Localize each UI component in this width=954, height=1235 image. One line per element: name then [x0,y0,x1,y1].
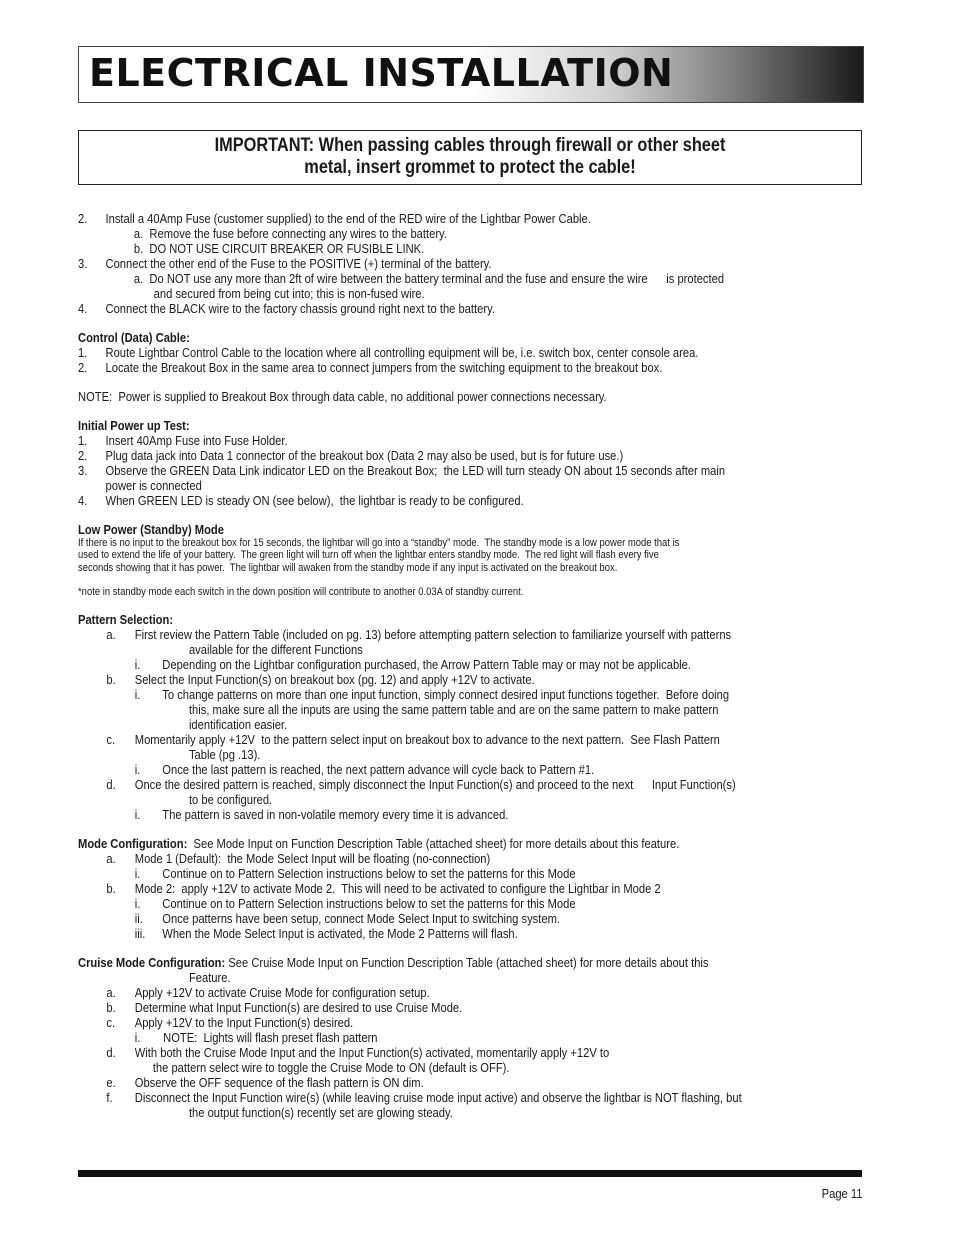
spacer [78,508,869,522]
list-text: Connect the other end of the Fuse to the POSITIVE (+) terminal of the battery. [105,256,492,271]
list-marker: d. [106,1045,116,1061]
list-text: Disconnect the Input Function wire(s) (while leaving cruise mode input active) and observe the lightbar is NOT flashing, but [134,1090,742,1106]
list-text: Apply +12V to activate Cruise Mode for configuration setup. [134,985,430,1001]
list-item [78,687,869,702]
list-number: 3. [78,256,88,271]
list-text: Insert 40Amp Fuse into Fuse Holder. [105,433,288,448]
spacer [78,941,869,955]
list-item [78,672,869,687]
list-text: NOTE: Lights will flash preset flash pattern [163,1030,378,1046]
section-intro [78,836,869,851]
list-item [78,301,869,316]
list-item [78,896,869,911]
list-text: Mode 1 (Default): the Mode Select Input will be floating (no-connection) [134,851,491,867]
list-continuation: power is connected [105,478,202,493]
list-number: 2. [78,211,88,226]
list-text: Momentarily apply +12V to the pattern select input on breakout box to advance to the next pattern. See Flash Pattern [134,732,720,748]
list-item [78,732,869,747]
list-marker: a. [106,851,116,867]
list-text: Observe the GREEN Data Link indicator LED on the Breakout Box; the LED will turn steady ON about 15 seconds after main [105,463,726,478]
list-marker: i. [134,896,141,912]
section-intro [78,955,869,970]
section-heading: Initial Power up Test: [78,418,190,433]
footer-rule [78,1170,862,1177]
list-text: With both the Cruise Mode Input and the Input Function(s) activated, momentarily apply +12V to [134,1045,610,1061]
list-marker: i. [134,1030,141,1046]
list-text: Once the last pattern is reached, the next pattern advance will cycle back to Pattern #1. [162,762,595,778]
section-heading: Pattern Selection: [78,612,174,628]
list-marker: ii. [134,911,143,927]
page-title: ELECTRICAL INSTALLATION [89,51,674,95]
list-marker: i. [134,687,141,703]
list-item [78,881,869,896]
list-text: Connect the BLACK wire to the factory chassis ground right next to the battery. [105,301,495,316]
section-intro-text: See Mode Input on Function Description Table (attached sheet) for more details about this feature. [187,836,680,852]
section-heading: Mode Configuration: [78,836,188,852]
list-item [78,777,869,792]
list-item [78,211,869,226]
list-item [78,926,869,941]
section-heading: Control (Data) Cable: [78,330,190,345]
spacer [78,316,869,330]
list-text: Continue on to Pattern Selection instructions below to set the patterns for this Mode [162,866,576,882]
important-notice-box [78,130,862,185]
list-text: Determine what Input Function(s) are desired to use Cruise Mode. [134,1000,463,1016]
list-item [78,627,869,642]
section-heading: Low Power (Standby) Mode [78,522,224,537]
footnote-text: *note in standby mode each switch in the down position will contribute to another 0.03A of standby current. [78,585,524,598]
list-item [78,762,869,777]
list-item [78,985,869,1000]
list-continuation: to be configured. [188,792,273,808]
list-marker: a. [106,627,116,643]
list-marker: iii. [134,926,146,942]
list-text: Mode 2: apply +12V to activate Mode 2. This will need to be activated to configure the Lightbar in Mode 2 [134,881,661,897]
list-item [78,360,869,375]
section-heading: Cruise Mode Configuration: [78,955,226,971]
paragraph-line: used to extend the life of your battery. The green light will turn off when the lightbar enters standby mode. The red light will flash every five [78,549,659,562]
list-marker: a. [106,985,116,1001]
list-marker: b. [106,1000,116,1016]
list-item [78,851,869,866]
list-item [78,256,869,271]
list-text: Depending on the Lightbar configuration purchased, the Arrow Pattern Table may or may not be applicable. [162,657,691,673]
section-intro-text: See Cruise Mode Input on Function Description Table (attached sheet) for more details about this [225,955,709,971]
list-subitem: b. DO NOT USE CIRCUIT BREAKER OR FUSIBLE LINK. [133,241,425,256]
list-continuation: Feature. [188,970,231,986]
list-continuation: the pattern select wire to toggle the Cruise Mode to ON (default is OFF). [152,1060,510,1076]
list-item [78,1030,869,1045]
list-marker: d. [106,777,116,793]
paragraph-line: seconds showing that it has power. The lightbar will awaken from the standby mode if any input is activated on the breakout box. [78,561,618,574]
list-text: Route Lightbar Control Cable to the location where all controlling equipment will be, i.e. switch box, center console area. [105,345,699,360]
list-subitem: a. Remove the fuse before connecting any wires to the battery. [133,226,447,241]
list-number: 2. [78,360,88,375]
spacer [78,404,869,418]
spacer [78,375,869,389]
list-text: Continue on to Pattern Selection instructions below to set the patterns for this Mode [162,896,576,912]
list-number: 4. [78,493,88,508]
list-marker: i. [134,762,141,778]
list-marker: i. [134,807,141,823]
title-banner [78,46,864,103]
list-continuation: the output function(s) recently set are glowing steady. [188,1105,453,1121]
list-marker: f. [106,1090,113,1106]
instructions-content [78,211,869,1120]
list-continuation: identification easier. [188,717,288,733]
list-text: Install a 40Amp Fuse (customer supplied) to the end of the RED wire of the Lightbar Power Cable. [105,211,591,226]
list-text: Observe the OFF sequence of the flash pattern is ON dim. [134,1075,424,1091]
list-text: Once patterns have been setup, connect Mode Select Input to switching system. [162,911,561,927]
important-line-2: metal, insert grommet to protect the cable! [304,157,636,178]
list-marker: c. [106,1015,116,1031]
list-continuation: Table (pg .13). [188,747,261,763]
instructions-body [78,211,868,1120]
list-item [78,433,869,448]
list-number: 1. [78,433,88,448]
list-item [78,1015,869,1030]
list-number: 1. [78,345,88,360]
list-item [78,1000,869,1015]
list-text: To change patterns on more than one input function, simply connect desired input functions together. Before doing [162,687,730,703]
list-number: 2. [78,448,88,463]
page-number [790,1186,862,1201]
list-text: When GREEN LED is steady ON (see below), the lightbar is ready to be configured. [105,493,524,508]
list-marker: e. [106,1075,116,1091]
list-continuation: this, make sure all the inputs are using the same pattern table and are on the same pattern to make pattern [188,702,719,718]
list-text: Apply +12V to the Input Function(s) desired. [134,1015,354,1031]
list-item [78,1045,869,1060]
important-line-1: IMPORTANT: When passing cables through firewall or other sheet [214,135,726,156]
list-text: Locate the Breakout Box in the same area to connect jumpers from the switching equipment to the breakout box. [105,360,663,375]
list-item [78,448,869,463]
list-number: 4. [78,301,88,316]
list-item [78,345,869,360]
list-item [78,1075,869,1090]
list-item [78,911,869,926]
list-text: The pattern is saved in non-volatile memory every time it is advanced. [162,807,509,823]
list-marker: b. [106,881,116,897]
spacer [78,598,869,612]
note-text: NOTE: Power is supplied to Breakout Box through data cable, no additional power connections necessary. [78,389,607,404]
list-marker: b. [106,672,116,688]
page-number-text: Page 11 [821,1186,862,1201]
list-subitem: a. Do NOT use any more than 2ft of wire between the battery terminal and the fuse and ensure the wire is protected [133,271,725,286]
list-marker: i. [134,657,141,673]
list-text: Select the Input Function(s) on breakout box (pg. 12) and apply +12V to activate. [134,672,535,688]
spacer [78,822,869,836]
list-text: First review the Pattern Table (included on pg. 13) before attempting pattern selection to familiarize yourself with patterns [134,627,732,643]
list-item [78,1090,869,1105]
list-continuation: available for the different Functions [188,642,363,658]
list-text: When the Mode Select Input is activated, the Mode 2 Patterns will flash. [162,926,518,942]
spacer [78,574,869,586]
paragraph-line: If there is no input to the breakout box for 15 seconds, the lightbar will go into a “standby” mode. The standby mode is a low power mode that is [78,537,680,549]
list-item [78,493,869,508]
list-item [78,807,869,822]
list-item [78,657,869,672]
list-continuation: and secured from being cut into; this is non-fused wire. [153,286,425,301]
list-marker: i. [134,866,141,882]
list-item [78,463,869,478]
list-text: Plug data jack into Data 1 connector of the breakout box (Data 2 may also be used, but is for future use.) [105,448,624,463]
list-number: 3. [78,463,88,478]
list-marker: c. [106,732,116,748]
list-item [78,866,869,881]
list-text: Once the desired pattern is reached, simply disconnect the Input Function(s) and proceed to the next Input Function(s) [134,777,736,793]
